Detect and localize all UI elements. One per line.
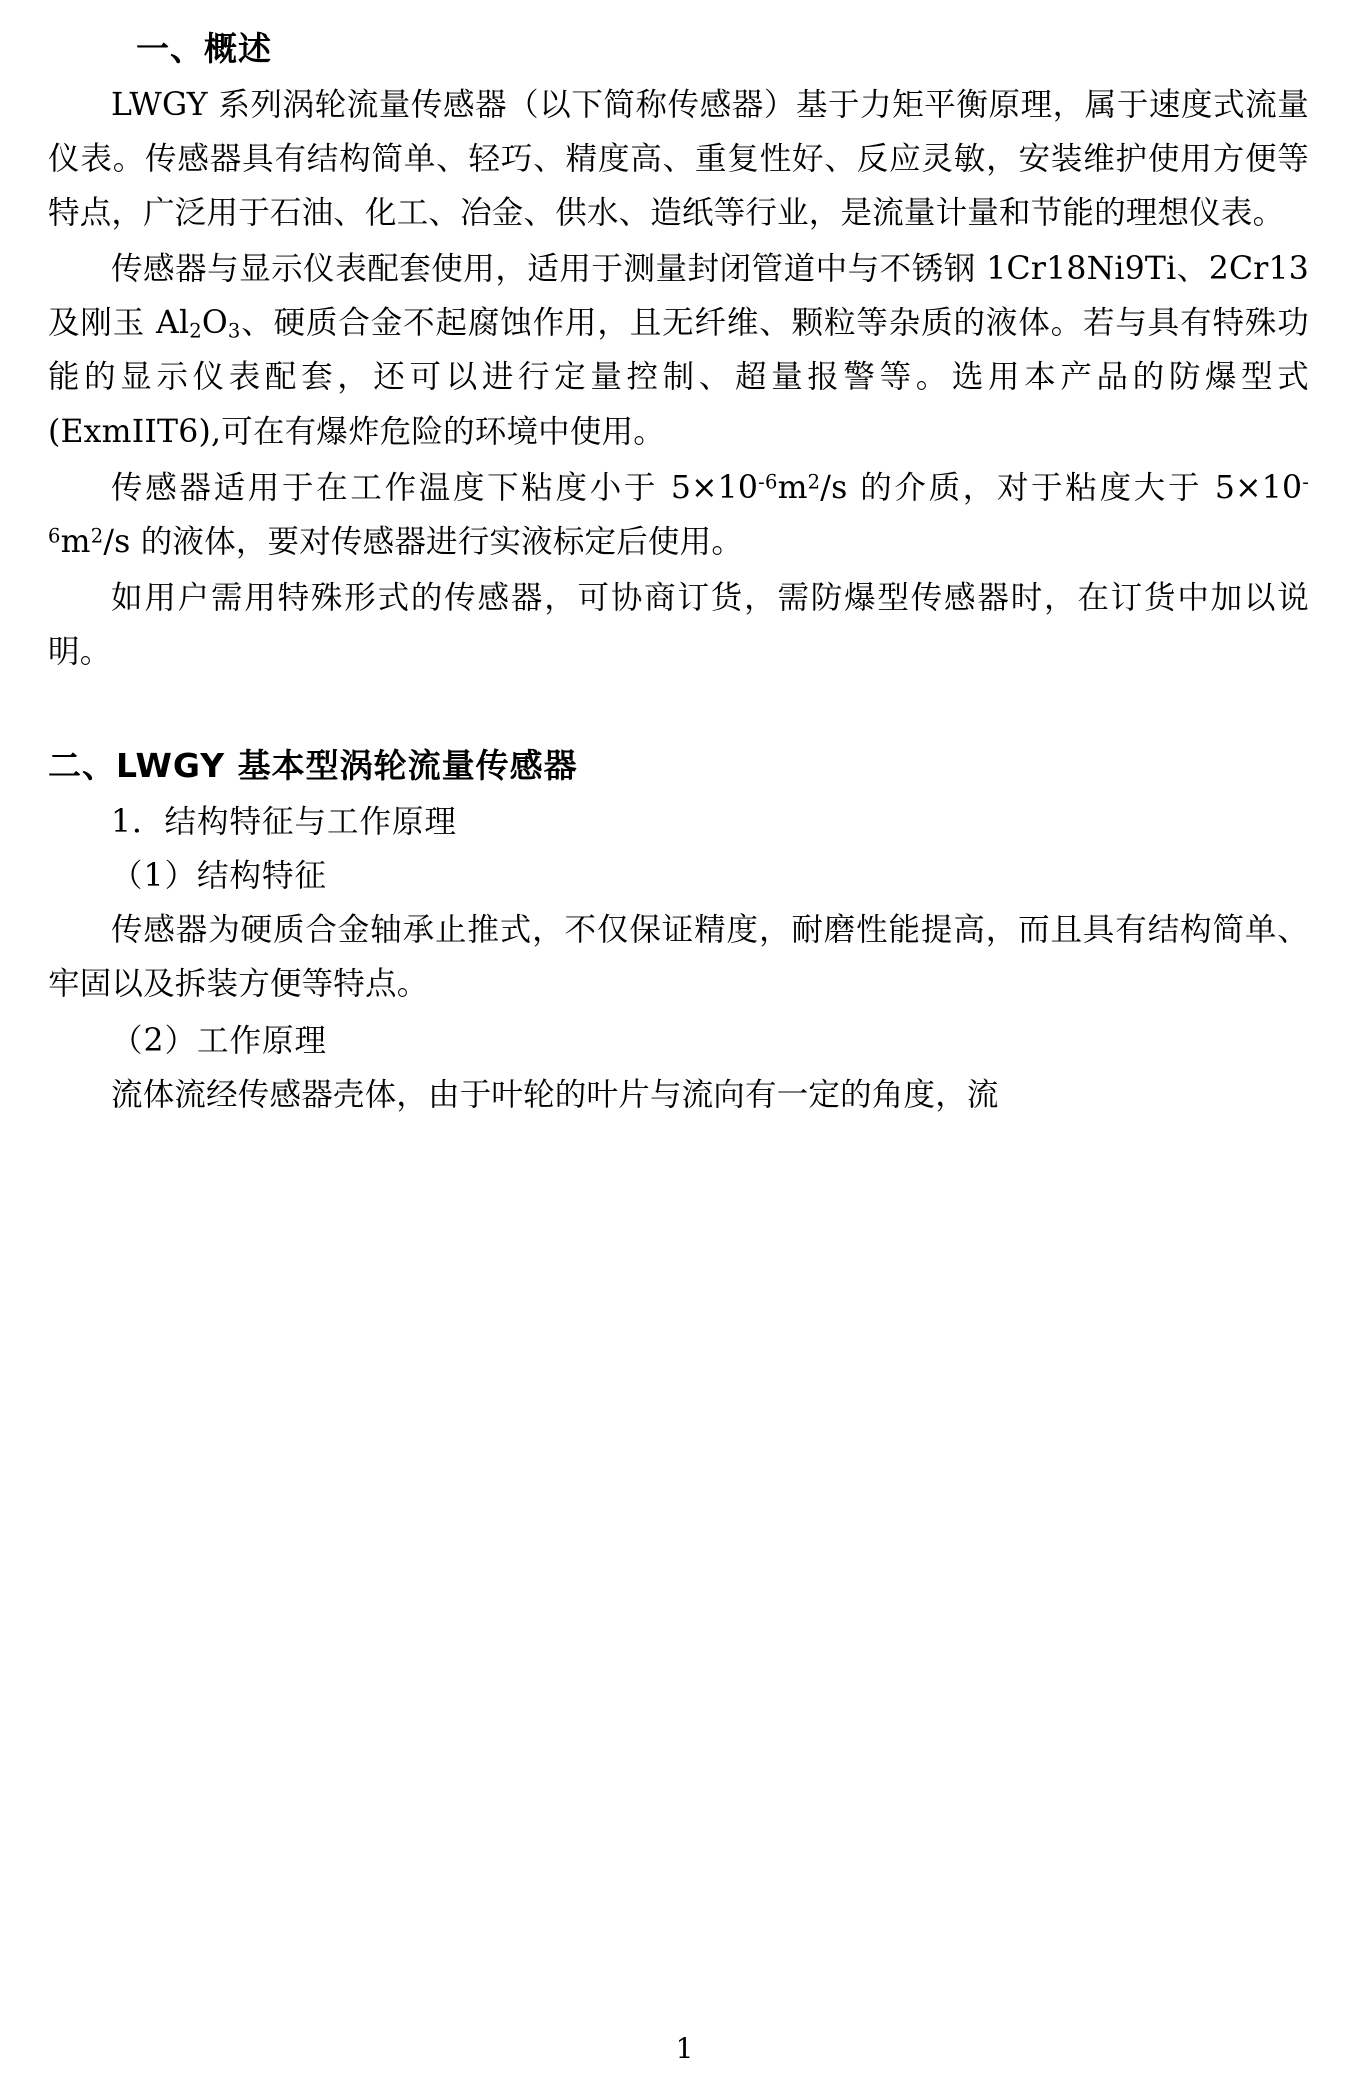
paragraph-overview-2: 传感器与显示仪表配套使用，适用于测量封闭管道中与不锈钢 1Cr18Ni9Ti、2Cr13 及刚玉 $Al_2O_3$、硬质合金不起腐蚀作用，且无纤维、颗粒等杂质的液体。若与具有特殊功能的显示仪表配套，还可以进行定量控制、超量报警等。选用本产品的防爆型式(ExmIIT6),可在有爆炸危险的环境中使用。 (48, 251, 1309, 450)
section-heading-lwgy-basic: 二、LWGY 基本型涡轮流量传感器 (48, 746, 578, 786)
paragraph-working-principle: 流体流经传感器壳体，由于叶轮的叶片与流向有一定的角度，流 (111, 1076, 999, 1113)
subsection-item-1-1: （1）结构特征 (111, 858, 328, 895)
section-gap (48, 681, 1309, 735)
page-number: 1 (675, 2032, 694, 2065)
section-heading-overview: 一、概述 (136, 29, 272, 68)
paragraph-overview-4: 如用户需用特殊形式的传感器，可协商订货，需防爆型传感器时，在订货中加以说明。 (48, 580, 1309, 671)
paragraph-overview-1: LWGY 系列涡轮流量传感器（以下简称传感器）基于力矩平衡原理，属于速度式流量仪表。传感器具有结构简单、轻巧、精度高、重复性好、反应灵敏，安装维护使用方便等特点，广泛用于石油、化工、冶金、供水、造纸等行业，是流量计量和节能的理想仪表。 (48, 86, 1309, 231)
subsection-item-1: 1．结构特征与工作原理 (111, 803, 458, 840)
subsection-item-1-2: （2）工作原理 (111, 1022, 328, 1059)
paragraph-structure-features: 传感器为硬质合金轴承止推式，不仅保证精度，耐磨性能提高，而且具有结构简单、牢固以及拆装方便等特点。 (48, 912, 1309, 1003)
paragraph-overview-3: 传感器适用于在工作温度下粘度小于 $5\times 10^{-6}m^2/s$ 的介质，对于粘度大于 $5\times 10^{-6}m^2/s$ 的液体，要对传感器进行实液标定后使用。 (48, 469, 1309, 560)
